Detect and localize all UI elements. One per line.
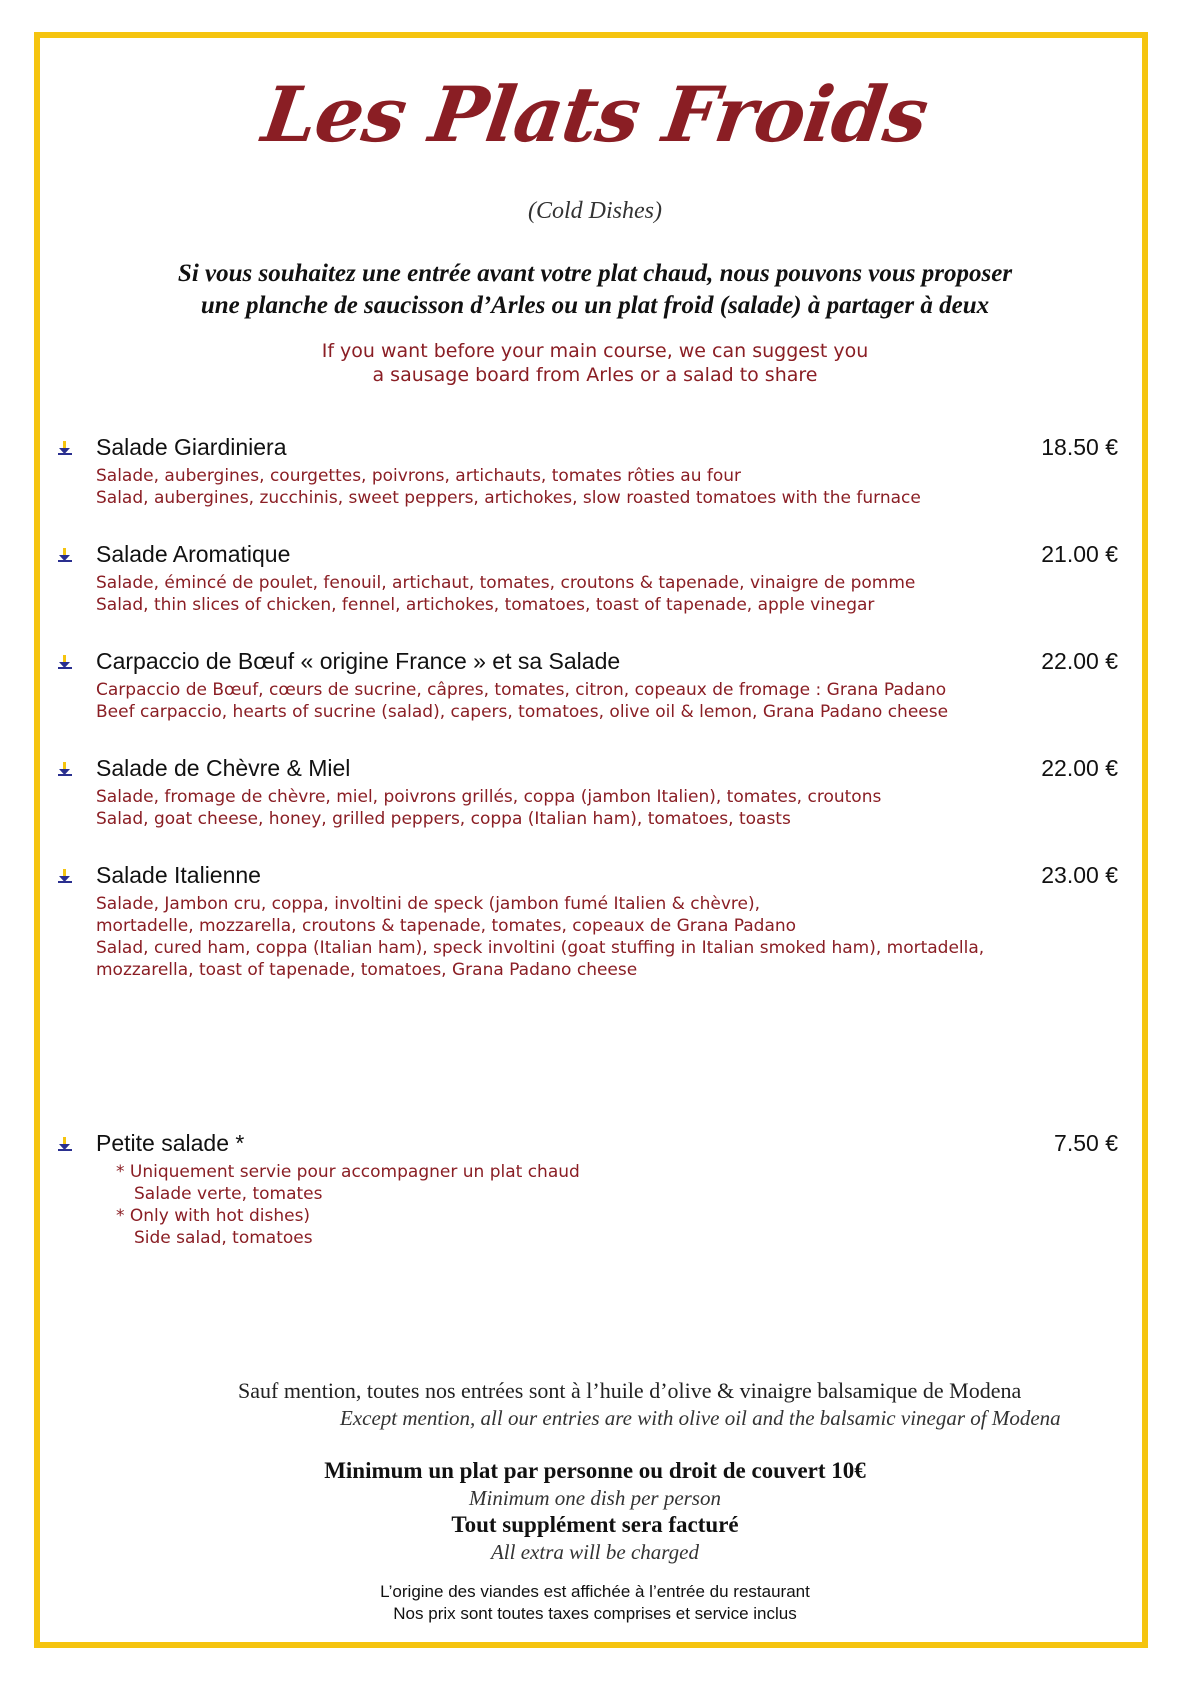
item-description [96, 893, 984, 981]
arrow-down-bullet-icon [58, 548, 72, 562]
item-description-en: Beef carpaccio, hearts of sucrine (salad), capers, tomatoes, olive oil & lemon, Grana Padano cheese [96, 702, 949, 722]
item-description-fr: Salade, émincé de poulet, fenouil, artichaut, tomates, croutons & tapenade, vinaigre de pomme [96, 573, 916, 593]
menu-item [58, 755, 1118, 829]
item-name: Salade Aromatique [96, 541, 291, 567]
item-price: 21.00 € [1041, 541, 1118, 567]
intro-french-line: Si vous souhaitez une entrée avant votre plat chaud, nous pouvons vous proposer [177, 260, 1013, 287]
menu-item [58, 541, 1118, 615]
item-description-en: mozzarella, toast of tapenade, tomatoes, Grana Padano cheese [96, 960, 638, 980]
item-description-fr: mortadelle, mozzarella, croutons & tapenade, tomates, copeaux de Grana Padano [96, 916, 797, 936]
page-subtitle: (Cold Dishes) [528, 198, 662, 224]
item-description-en: Salad, cured ham, coppa (Italian ham), speck involtini (goat stuffing in Italian smoked ham), mortadella, [96, 938, 985, 958]
item-price: 22.00 € [1041, 648, 1118, 674]
footer-minimum-en: Minimum one dish per person [469, 1486, 721, 1510]
item-description [96, 786, 881, 830]
item-note [116, 1161, 580, 1249]
arrow-down-bullet-icon [58, 655, 72, 669]
item-description-fr: Carpaccio de Bœuf, cœurs de sucrine, câpres, tomates, citron, copeaux de fromage : Grana Padano [96, 680, 947, 700]
menu-item [58, 648, 1118, 722]
item-note-line: * Uniquement servie pour accompagner un plat chaud [116, 1162, 580, 1182]
item-description-fr: Salade, fromage de chèvre, miel, poivrons grillés, coppa (jambon Italien), tomates, croutons [96, 787, 882, 807]
item-description-en: Salad, thin slices of chicken, fennel, artichokes, tomatoes, toast of tapenade, apple vinegar [96, 595, 875, 615]
footer-prices-note: Nos prix sont toutes taxes comprises et service inclus [393, 1604, 797, 1623]
item-price: 23.00 € [1041, 862, 1118, 888]
item-description-fr: Salade, Jambon cru, coppa, involtini de speck (jambon fumé Italien & chèvre), [96, 894, 761, 914]
footer-minimum-fr: Minimum un plat par personne ou droit de couvert 10€ [324, 1458, 866, 1483]
menu-item [58, 434, 1118, 508]
page-title: Les Plats Froids [257, 70, 933, 159]
footer-note-fr: Sauf mention, toutes nos entrées sont à l’huile d’olive & vinaigre balsamique de Modena [238, 1378, 1022, 1403]
footer-note-en: Except mention, all our entries are with olive oil and the balsamic vinegar of Modena [340, 1406, 1061, 1430]
footer-extra-fr: Tout supplément sera facturé [451, 1512, 739, 1537]
arrow-down-bullet-icon [58, 762, 72, 776]
footer-meat-origin: L’origine des viandes est affichée à l’entrée du restaurant [380, 1582, 810, 1601]
menu-item [58, 862, 1118, 982]
item-price: 7.50 € [1054, 1130, 1118, 1156]
item-note-line: Salade verte, tomates [134, 1184, 323, 1204]
item-description-en: Salad, goat cheese, honey, grilled peppers, coppa (Italian ham), tomatoes, toasts [96, 809, 791, 829]
item-price: 18.50 € [1041, 434, 1118, 460]
item-name: Salade Giardiniera [96, 434, 287, 460]
intro-french-line: une planche de saucisson d’Arles ou un plat froid (salade) à partager à deux [200, 292, 990, 319]
footer-extra-en: All extra will be charged [490, 1540, 699, 1564]
intro-english [0, 339, 1190, 387]
item-name: Carpaccio de Bœuf « origine France » et sa Salade [96, 648, 621, 674]
item-note-line: Side salad, tomatoes [134, 1228, 313, 1248]
item-name: Salade de Chèvre & Miel [96, 755, 351, 781]
item-description [96, 679, 948, 723]
arrow-down-bullet-icon [58, 1137, 72, 1151]
arrow-down-bullet-icon [58, 869, 72, 883]
item-description [96, 465, 921, 509]
intro-english-line: a sausage board from Arles or a salad to share [372, 364, 818, 386]
item-description-en: Salad, aubergines, zucchinis, sweet peppers, artichokes, slow roasted tomatoes with the furnace [96, 488, 921, 508]
item-name: Petite salade * [96, 1130, 245, 1156]
item-name: Salade Italienne [96, 862, 261, 888]
item-description-fr: Salade, aubergines, courgettes, poivrons, artichauts, tomates rôties au four [96, 466, 742, 486]
item-price: 22.00 € [1041, 755, 1118, 781]
menu-item [58, 1130, 1118, 1250]
item-note-line: * Only with hot dishes) [116, 1206, 311, 1226]
intro-french [0, 258, 1190, 322]
item-description [96, 572, 915, 616]
intro-english-line: If you want before your main course, we can suggest you [321, 340, 869, 362]
arrow-down-bullet-icon [58, 441, 72, 455]
